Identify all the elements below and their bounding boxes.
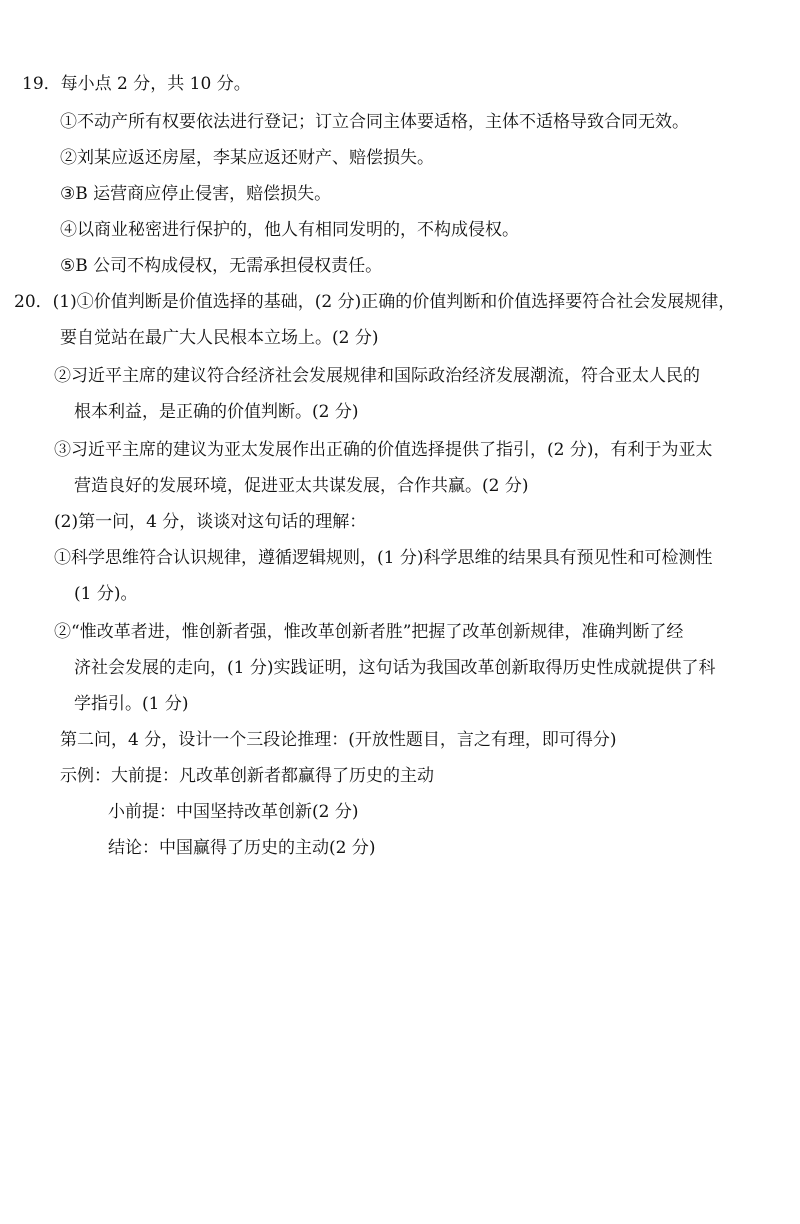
q19-item-4: ④以商业秘密进行保护的，他人有相同发明的，不构成侵权。 (60, 220, 519, 240)
q19-item-5: ⑤B 公司不构成侵权，无需承担侵权责任。 (60, 256, 383, 276)
q20-part1-item3-line1: ③习近平主席的建议为亚太发展作出正确的价值选择提供了指引，(2 分)，有利于为亚太 (54, 440, 713, 460)
q20-part2-q1-item2-line3: 学指引。(1 分) (74, 694, 189, 714)
q20-example-major-premise: 示例：大前提：凡改革创新者都赢得了历史的主动 (60, 766, 434, 786)
q20-part2-q1-item1-line2: (1 分)。 (74, 584, 138, 604)
q20-part2-q2-header: 第二问，4 分，设计一个三段论推理：(开放性题目，言之有理，即可得分) (60, 730, 617, 750)
q20-example-minor-premise: 小前提：中国坚持改革创新(2 分) (108, 802, 359, 822)
q20-example-conclusion: 结论：中国赢得了历史的主动(2 分) (108, 838, 376, 858)
q20-part2-q1-header: (2)第一问，4 分，谈谈对这句话的理解： (54, 512, 367, 532)
q20-part1-item1-line1: 20．(1)①价值判断是价值选择的基础，(2 分)正确的价值判断和价值选择要符合社会发展规律， (14, 292, 736, 312)
q19-item-2: ②刘某应返还房屋，李某应返还财产、赔偿损失。 (60, 148, 434, 168)
q19-item-3: ③B 运营商应停止侵害，赔偿损失。 (60, 184, 332, 204)
q20-part1-item1-line2: 要自觉站在最广大人民根本立场上。(2 分) (60, 328, 379, 348)
q20-part2-q1-item2-line2: 济社会发展的走向，(1 分)实践证明，这句话为我国改革创新取得历史性成就提供了科 (74, 658, 716, 678)
q20-part1-item2-line2: 根本利益，是正确的价值判断。(2 分) (74, 402, 359, 422)
q19-header: 19．每小点 2 分，共 10 分。 (22, 74, 251, 94)
q20-part2-q1-item2-line1: ②“惟改革者进，惟创新者强，惟改革创新者胜”把握了改革创新规律，准确判断了经 (54, 622, 684, 642)
q19-item-1: ①不动产所有权要依法进行登记；订立合同主体要适格，主体不适格导致合同无效。 (60, 112, 689, 132)
q20-part1-item3-line2: 营造良好的发展环境，促进亚太共谋发展，合作共赢。(2 分) (74, 476, 529, 496)
q20-part2-q1-item1-line1: ①科学思维符合认识规律，遵循逻辑规则，(1 分)科学思维的结果具有预见性和可检测性 (54, 548, 713, 568)
q20-part1-item2-line1: ②习近平主席的建议符合经济社会发展规律和国际政治经济发展潮流，符合亚太人民的 (54, 366, 700, 386)
